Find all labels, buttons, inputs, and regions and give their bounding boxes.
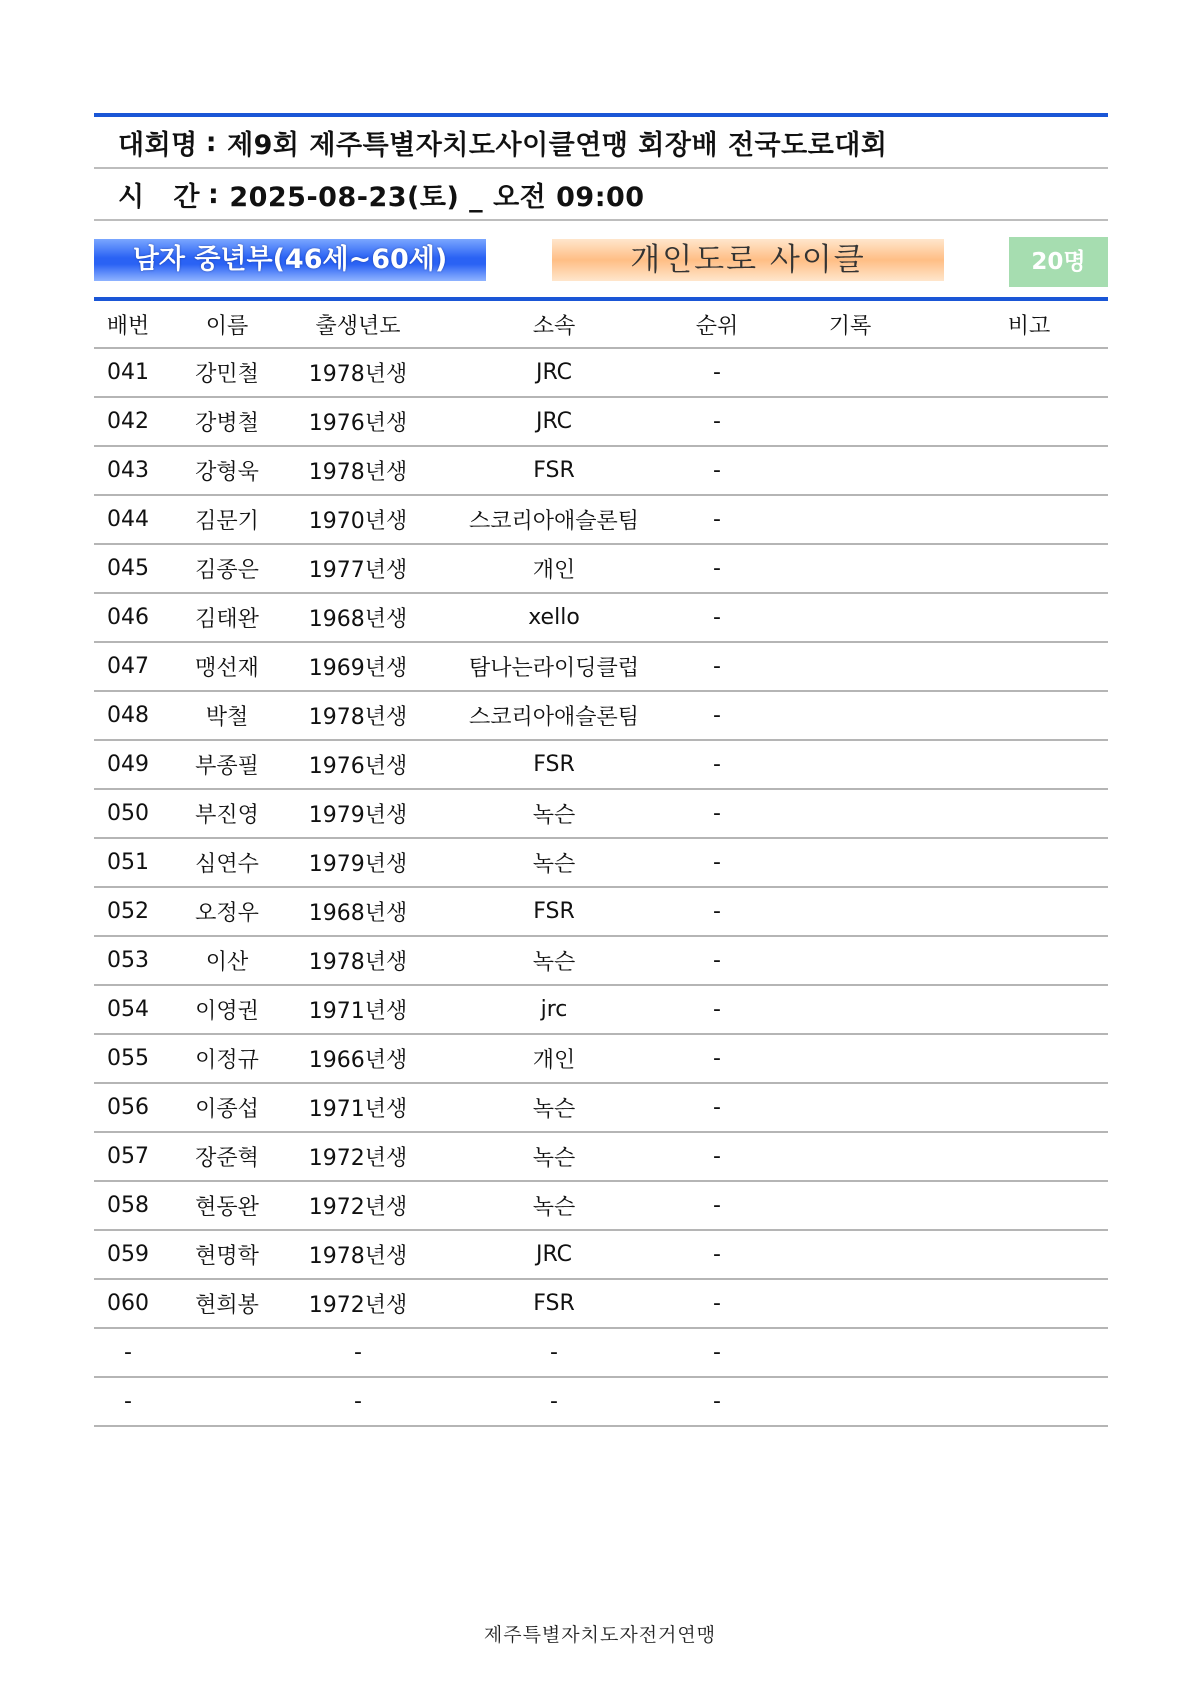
table-row (94, 1377, 1108, 1426)
header-club: 소속 (424, 301, 684, 348)
cell-rank: - (684, 495, 750, 544)
cell-birth-year: 1971년생 (292, 1083, 424, 1132)
cell-name: 강민철 (162, 348, 292, 397)
header-bib: 배번 (94, 301, 162, 348)
cell-rank: - (684, 1230, 750, 1279)
table-row (94, 397, 1108, 446)
cell-birth-year: 1976년생 (292, 740, 424, 789)
cell-club: FSR (424, 1279, 684, 1328)
cell-birth-year: 1979년생 (292, 838, 424, 887)
cell-bib: 059 (94, 1230, 162, 1279)
cell-note (950, 1230, 1108, 1279)
cell-rank: - (684, 348, 750, 397)
cell-record (750, 985, 950, 1034)
table-body (94, 348, 1108, 1426)
cell-record (750, 691, 950, 740)
table-row (94, 544, 1108, 593)
cell-club: 녹슨 (424, 1181, 684, 1230)
table-row (94, 985, 1108, 1034)
cell-rank: - (684, 397, 750, 446)
cell-club: 녹슨 (424, 1083, 684, 1132)
cell-record (750, 838, 950, 887)
cell-club: 녹슨 (424, 936, 684, 985)
table-row (94, 1034, 1108, 1083)
cell-name: 김태완 (162, 593, 292, 642)
cell-birth-year: 1972년생 (292, 1279, 424, 1328)
table-row (94, 1230, 1108, 1279)
cell-birth-year: 1966년생 (292, 1034, 424, 1083)
cell-bib: 057 (94, 1132, 162, 1181)
cell-name: 장준혁 (162, 1132, 292, 1181)
cell-record (750, 544, 950, 593)
cell-club: 녹슨 (424, 838, 684, 887)
cell-record (750, 936, 950, 985)
time-label (118, 175, 200, 214)
cell-note (950, 887, 1108, 936)
table-row (94, 936, 1108, 985)
cell-bib: 050 (94, 789, 162, 838)
cell-bib: 056 (94, 1083, 162, 1132)
cell-rank: - (684, 1181, 750, 1230)
cell-club: - (424, 1377, 684, 1426)
cell-name: 이산 (162, 936, 292, 985)
cell-bib: 047 (94, 642, 162, 691)
cell-bib: 054 (94, 985, 162, 1034)
cell-record (750, 740, 950, 789)
cell-record (750, 1377, 950, 1426)
header-note: 비고 (950, 301, 1108, 348)
cell-record (750, 789, 950, 838)
cell-note (950, 936, 1108, 985)
cell-rank: - (684, 1279, 750, 1328)
cell-rank: - (684, 1034, 750, 1083)
cell-club: 개인 (424, 544, 684, 593)
table-row (94, 887, 1108, 936)
cell-rank: - (684, 887, 750, 936)
cell-note (950, 1132, 1108, 1181)
event-name: 제9회 제주특별자치도사이클연맹 회장배 전국도로대회 (227, 129, 888, 161)
time-label-part-1: 시 (118, 181, 145, 213)
cell-club: 스코리아애슬론팀 (424, 691, 684, 740)
cell-bib: 048 (94, 691, 162, 740)
cell-note (950, 544, 1108, 593)
cell-rank: - (684, 544, 750, 593)
cell-record (750, 1230, 950, 1279)
cell-name: 심연수 (162, 838, 292, 887)
cell-birth-year: 1978년생 (292, 446, 424, 495)
cell-name: 박철 (162, 691, 292, 740)
cell-birth-year: 1978년생 (292, 1230, 424, 1279)
event-label: 대회명 (118, 129, 198, 161)
cell-bib: 055 (94, 1034, 162, 1083)
cell-record (750, 397, 950, 446)
cell-note (950, 691, 1108, 740)
cell-note (950, 740, 1108, 789)
cell-bib: 044 (94, 495, 162, 544)
footer-organization: 제주특별자치도자전거연맹 (483, 1624, 717, 1646)
cell-club: 개인 (424, 1034, 684, 1083)
cell-note (950, 642, 1108, 691)
cell-note (950, 1377, 1108, 1426)
cell-name: 현동완 (162, 1181, 292, 1230)
cell-bib: 060 (94, 1279, 162, 1328)
cell-club: xello (424, 593, 684, 642)
cell-name: 강형욱 (162, 446, 292, 495)
table-row (94, 1328, 1108, 1377)
cell-rank: - (684, 1328, 750, 1377)
entry-table (94, 301, 1108, 1427)
cell-name: 부종필 (162, 740, 292, 789)
cell-birth-year: 1978년생 (292, 348, 424, 397)
cell-birth-year: 1969년생 (292, 642, 424, 691)
time-row (94, 169, 1108, 221)
cell-rank: - (684, 1377, 750, 1426)
cell-club: 녹슨 (424, 789, 684, 838)
time-colon: : (208, 178, 220, 210)
division-banner: 남자 중년부(46세~60세) (94, 239, 486, 281)
cell-note (950, 593, 1108, 642)
cell-name: 현희봉 (162, 1279, 292, 1328)
cell-note (950, 397, 1108, 446)
cell-club: JRC (424, 348, 684, 397)
cell-note (950, 1034, 1108, 1083)
header-name: 이름 (162, 301, 292, 348)
cell-name: 이영권 (162, 985, 292, 1034)
cell-birth-year: 1968년생 (292, 593, 424, 642)
cell-birth-year: 1978년생 (292, 691, 424, 740)
cell-note (950, 985, 1108, 1034)
cell-rank: - (684, 446, 750, 495)
header-birth-year: 출생년도 (292, 301, 424, 348)
cell-bib: 051 (94, 838, 162, 887)
header-record: 기록 (750, 301, 950, 348)
cell-note (950, 1083, 1108, 1132)
cell-name: 김문기 (162, 495, 292, 544)
time-value: 2025-08-23(토) _ 오전 09:00 (229, 181, 645, 213)
cell-bib: 053 (94, 936, 162, 985)
cell-name: 맹선재 (162, 642, 292, 691)
cell-birth-year: - (292, 1377, 424, 1426)
cell-name: 이종섭 (162, 1083, 292, 1132)
cell-note (950, 838, 1108, 887)
cell-note (950, 348, 1108, 397)
table-row (94, 446, 1108, 495)
cell-note (950, 495, 1108, 544)
banner-row (94, 221, 1108, 297)
table-row (94, 838, 1108, 887)
cell-bib: 042 (94, 397, 162, 446)
cell-name: 이정규 (162, 1034, 292, 1083)
cell-rank: - (684, 789, 750, 838)
cell-club: FSR (424, 446, 684, 495)
cell-bib: 049 (94, 740, 162, 789)
cell-birth-year: 1976년생 (292, 397, 424, 446)
table-header-row (94, 301, 1108, 348)
cell-record (750, 1181, 950, 1230)
cell-rank: - (684, 985, 750, 1034)
cell-club: JRC (424, 1230, 684, 1279)
cell-club: JRC (424, 397, 684, 446)
table-row (94, 642, 1108, 691)
table-row (94, 740, 1108, 789)
participant-count-badge: 20명 (1009, 237, 1108, 287)
cell-rank: - (684, 740, 750, 789)
cell-bib: 041 (94, 348, 162, 397)
cell-bib: - (94, 1377, 162, 1426)
cell-record (750, 1279, 950, 1328)
cell-record (750, 887, 950, 936)
cell-rank: - (684, 642, 750, 691)
cell-birth-year: 1978년생 (292, 936, 424, 985)
cell-rank: - (684, 1083, 750, 1132)
document-sheet (94, 113, 1108, 1427)
cell-bib: 046 (94, 593, 162, 642)
cell-record (750, 348, 950, 397)
cell-birth-year: 1970년생 (292, 495, 424, 544)
cell-birth-year: 1971년생 (292, 985, 424, 1034)
table-row (94, 1279, 1108, 1328)
table-row (94, 789, 1108, 838)
cell-club: FSR (424, 740, 684, 789)
cell-bib: - (94, 1328, 162, 1377)
cell-birth-year: - (292, 1328, 424, 1377)
cell-bib: 052 (94, 887, 162, 936)
cell-note (950, 1328, 1108, 1377)
table-row (94, 691, 1108, 740)
cell-record (750, 1132, 950, 1181)
cell-club: FSR (424, 887, 684, 936)
cell-club: jrc (424, 985, 684, 1034)
header-rank: 순위 (684, 301, 750, 348)
cell-record (750, 446, 950, 495)
cell-note (950, 1279, 1108, 1328)
cell-club: 탐나는라이딩클럽 (424, 642, 684, 691)
cell-rank: - (684, 691, 750, 740)
cell-name: 부진영 (162, 789, 292, 838)
cell-club: - (424, 1328, 684, 1377)
cell-name: 현명학 (162, 1230, 292, 1279)
cell-record (750, 1328, 950, 1377)
cell-birth-year: 1968년생 (292, 887, 424, 936)
cell-record (750, 495, 950, 544)
cell-note (950, 446, 1108, 495)
cell-name: 강병철 (162, 397, 292, 446)
table-row (94, 1083, 1108, 1132)
cell-rank: - (684, 838, 750, 887)
cell-rank: - (684, 1132, 750, 1181)
cell-record (750, 642, 950, 691)
cell-note (950, 1181, 1108, 1230)
table-row (94, 495, 1108, 544)
cell-bib: 058 (94, 1181, 162, 1230)
cell-name (162, 1328, 292, 1377)
time-label-part-2: 간 (173, 181, 200, 213)
cell-rank: - (684, 593, 750, 642)
cell-rank: - (684, 936, 750, 985)
cell-club: 녹슨 (424, 1132, 684, 1181)
cell-birth-year: 1972년생 (292, 1181, 424, 1230)
table-row (94, 348, 1108, 397)
table-row (94, 593, 1108, 642)
cell-club: 스코리아애슬론팀 (424, 495, 684, 544)
event-colon: : (205, 126, 218, 158)
table-row (94, 1181, 1108, 1230)
cell-note (950, 789, 1108, 838)
event-name-row (94, 117, 1108, 169)
cell-record (750, 1083, 950, 1132)
cell-name: 김종은 (162, 544, 292, 593)
table-row (94, 1132, 1108, 1181)
event-type-banner: 개인도로 사이클 (552, 239, 944, 281)
cell-record (750, 593, 950, 642)
cell-name: 오정우 (162, 887, 292, 936)
cell-birth-year: 1979년생 (292, 789, 424, 838)
cell-bib: 045 (94, 544, 162, 593)
cell-birth-year: 1972년생 (292, 1132, 424, 1181)
cell-name (162, 1377, 292, 1426)
cell-bib: 043 (94, 446, 162, 495)
cell-birth-year: 1977년생 (292, 544, 424, 593)
cell-record (750, 1034, 950, 1083)
